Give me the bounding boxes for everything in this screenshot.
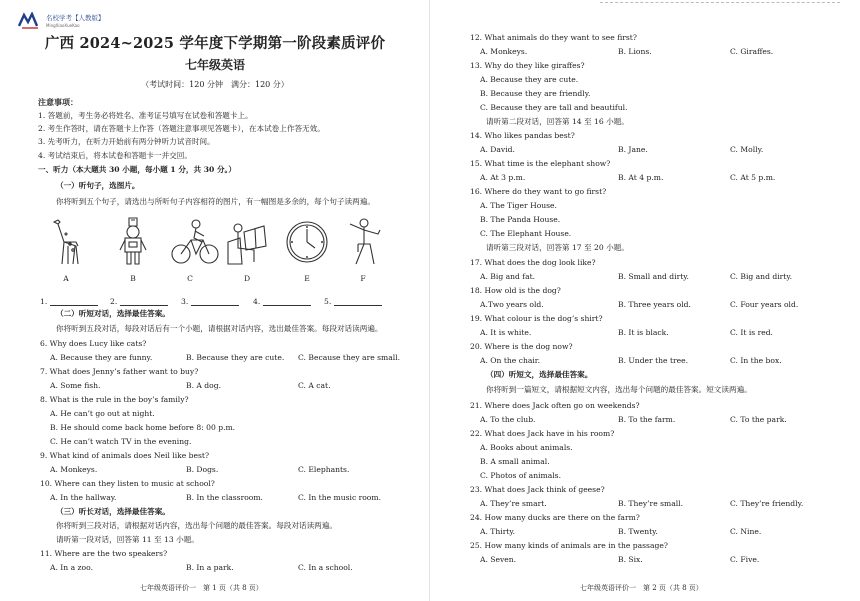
page-footer: 七年级英语评价一 第 2 页（共 8 页）	[580, 584, 703, 592]
option-b: B. He should come back home before 8: 00 p.m.	[50, 423, 236, 432]
question-text: 11. Where are the two speakers?	[40, 549, 168, 558]
option-c: C. Four years old.	[730, 300, 799, 309]
part2-title: （二）听短对话，选择最佳答案。	[56, 309, 170, 318]
option-c: C. He can’t watch TV in the evening.	[50, 437, 192, 446]
part1-instructions: 你将听到五个句子，请选出与所听句子内容相符的图片，有一幅图是多余的，每个句子读两遍。	[56, 197, 375, 206]
question-text: 18. How old is the dog?	[470, 286, 561, 295]
option-a: A. The Tiger House.	[480, 201, 557, 210]
option-a: A. Because they are funny.	[50, 353, 153, 362]
option-c: C. In a school.	[298, 563, 353, 572]
logo-mark-icon	[18, 12, 40, 30]
picture-label: C	[187, 274, 193, 283]
question-text: 8. What is the rule in the boy’s family?	[40, 395, 189, 404]
option-c: C. In the box.	[730, 356, 782, 365]
option-c: C. Photos of animals.	[480, 471, 561, 480]
option-a: A. Big and fat.	[480, 272, 536, 281]
clock-icon	[284, 216, 330, 266]
answer-blank[interactable]: 3.	[181, 297, 239, 306]
part4-title: （四）听短文，选择最佳答案。	[486, 370, 593, 379]
logo-name: 名校学考【人教版】	[46, 14, 105, 22]
part4-instructions: 你将听到一篇短文，请根据短文内容，选出每个问题的最佳答案。短文读两遍。	[486, 385, 752, 394]
option-a: A. They’re smart.	[480, 499, 547, 508]
option-a: A. Some fish.	[50, 381, 101, 390]
question-text: 21. Where does Jack often go on weekends?	[470, 401, 640, 410]
option-b: B. Because they are cute.	[186, 353, 285, 362]
option-b: B. To the farm.	[618, 415, 676, 424]
question-text: 10. Where can they listen to music at school?	[40, 479, 215, 488]
option-b: B. Because they are friendly.	[480, 89, 591, 98]
question-text: 7. What does Jenny’s father want to buy?	[40, 367, 199, 376]
option-a: A. In the hallway.	[50, 493, 117, 502]
exam-subtitle: 七年级英语	[184, 58, 245, 72]
option-a: A. It is white.	[480, 328, 532, 337]
option-b: B. In the classroom.	[186, 493, 263, 502]
picture-label: D	[243, 274, 251, 283]
option-b: B. In a park.	[186, 563, 234, 572]
notes-title: 注意事项：	[38, 97, 78, 107]
option-a: A. To the club.	[480, 415, 536, 424]
option-c: C. Elephants.	[298, 465, 350, 474]
question-text: 16. Where do they want to go first?	[470, 187, 607, 196]
option-c: C. Nine.	[730, 527, 762, 536]
option-a: A.Two years old.	[480, 300, 544, 309]
question-text: 12. What animals do they want to see first?	[470, 33, 637, 42]
section-title: 一、听力（本大题共 30 小题，每小题 1 分，共 30 分。）	[38, 165, 236, 174]
option-c: C. Because they are tall and beautiful.	[480, 103, 628, 112]
option-b: B. They’re small.	[618, 499, 683, 508]
logo-subtext: MingXiaoXueKao	[46, 23, 80, 28]
astronaut-icon	[116, 216, 150, 266]
answer-blank[interactable]: 4.	[253, 297, 311, 306]
note-item: 3. 先考听力，在听力开始前有两分钟听力试音时间。	[38, 137, 215, 146]
option-a: A. He can’t go out at night.	[50, 409, 155, 418]
option-b: B. Dogs.	[186, 465, 219, 474]
question-text: 14. Who likes pandas best?	[470, 131, 575, 140]
question-text: 24. How many ducks are there on the farm?	[470, 513, 640, 522]
exam-title: 广西 2024~2025 学年度下学期第一阶段素质评价	[44, 35, 386, 52]
option-b: B. The Panda House.	[480, 215, 561, 224]
part1-title: （一）听句子，选图片。	[56, 181, 140, 190]
martial-arts-icon	[344, 216, 384, 266]
page-footer: 七年级英语评价一 第 1 页（共 8 页）	[140, 584, 263, 592]
question-text: 6. Why does Lucy like cats?	[40, 339, 147, 348]
question-text: 23. What does Jack think of geese?	[470, 485, 605, 494]
picture-label: A	[63, 274, 69, 283]
option-a: A. Seven.	[480, 555, 517, 564]
option-a: A. At 3 p.m.	[480, 173, 526, 182]
option-a: A. Monkeys.	[480, 47, 528, 56]
part3-instructions: 你将听到三段对话，请根据对话内容，选出每个问题的最佳答案。每段对话读两遍。	[56, 521, 337, 530]
option-b: B. Jane.	[618, 145, 648, 154]
part3-hint: 请听第二段对话，回答第 14 至 16 小题。	[486, 117, 629, 126]
answer-blank[interactable]: 2.	[110, 297, 168, 306]
option-a: A. David.	[480, 145, 515, 154]
option-c: C. A cat.	[298, 381, 331, 390]
question-text: 13. Why do they like giraffes?	[470, 61, 585, 70]
option-c: C. Molly.	[730, 145, 764, 154]
answer-blank[interactable]: 1.	[40, 297, 98, 306]
question-text: 25. How many kinds of animals are in the passage?	[470, 541, 668, 550]
picture-label: E	[304, 274, 310, 283]
question-text: 22. What does Jack have in his room?	[470, 429, 615, 438]
option-b: B. It is black.	[618, 328, 669, 337]
option-c: C. Because they are small.	[298, 353, 401, 362]
option-b: B. Three years old.	[618, 300, 691, 309]
option-b: B. Under the tree.	[618, 356, 689, 365]
picture-label: F	[360, 274, 366, 283]
option-b: B. At 4 p.m.	[618, 173, 664, 182]
option-b: B. Small and dirty.	[618, 272, 689, 281]
option-b: B. Lions.	[618, 47, 652, 56]
option-a: A. Monkeys.	[50, 465, 98, 474]
option-c: C. To the park.	[730, 415, 787, 424]
cyclist-icon	[170, 216, 220, 266]
question-text: 19. What colour is the dog’s shirt?	[470, 314, 603, 323]
giraffe-icon	[48, 216, 84, 266]
option-c: C. It is red.	[730, 328, 773, 337]
part3-hint: 请听第三段对话，回答第 17 至 20 小题。	[486, 243, 629, 252]
page-2	[430, 0, 860, 601]
option-c: C. Giraffes.	[730, 47, 774, 56]
part2-instructions: 你将听到五段对话，每段对话后有一个小题，请根据对话内容，选出最佳答案。每段对话读两遍。	[56, 324, 383, 333]
option-c: C. Five.	[730, 555, 760, 564]
option-a: A. On the chair.	[480, 356, 541, 365]
note-item: 2. 考生作答时，请在答题卡上作答（答题注意事项见答题卡），在本试卷上作答无效。	[38, 124, 325, 133]
option-b: B. A small animal.	[480, 457, 550, 466]
option-c: C. They’re friendly.	[730, 499, 804, 508]
reading-person-icon	[224, 216, 270, 266]
option-b: B. A dog.	[186, 381, 222, 390]
option-c: C. In the music room.	[298, 493, 381, 502]
option-b: B. Twenty.	[618, 527, 658, 536]
note-item: 1. 答题前，考生务必将姓名、准考证号填写在试卷和答题卡上。	[38, 111, 253, 120]
publisher-logo	[18, 10, 178, 34]
option-a: A. Books about animals.	[480, 443, 573, 452]
option-c: C. The Elephant House.	[480, 229, 572, 238]
part3-title: （三）听长对话，选择最佳答案。	[56, 507, 170, 516]
question-text: 15. What time is the elephant show?	[470, 159, 611, 168]
answer-blank[interactable]: 5.	[324, 297, 382, 306]
option-c: C. Big and dirty.	[730, 272, 793, 281]
option-c: C. At 5 p.m.	[730, 173, 776, 182]
note-item: 4. 考试结束后，将本试卷和答题卡一并交回。	[38, 151, 192, 160]
option-a: A. In a zoo.	[50, 563, 93, 572]
question-text: 20. Where is the dog now?	[470, 342, 573, 351]
option-a: A. Thirty.	[480, 527, 516, 536]
question-text: 17. What does the dog look like?	[470, 258, 596, 267]
option-a: A. Because they are cute.	[480, 75, 579, 84]
question-text: 9. What kind of animals does Neil like best?	[40, 451, 210, 460]
option-b: B. Six.	[618, 555, 643, 564]
picture-label: B	[130, 274, 136, 283]
exam-info: （考试时间：120 分钟 满分：120 分）	[141, 80, 289, 89]
part3-hint: 请听第一段对话，回答第 11 至 13 小题。	[56, 535, 199, 544]
